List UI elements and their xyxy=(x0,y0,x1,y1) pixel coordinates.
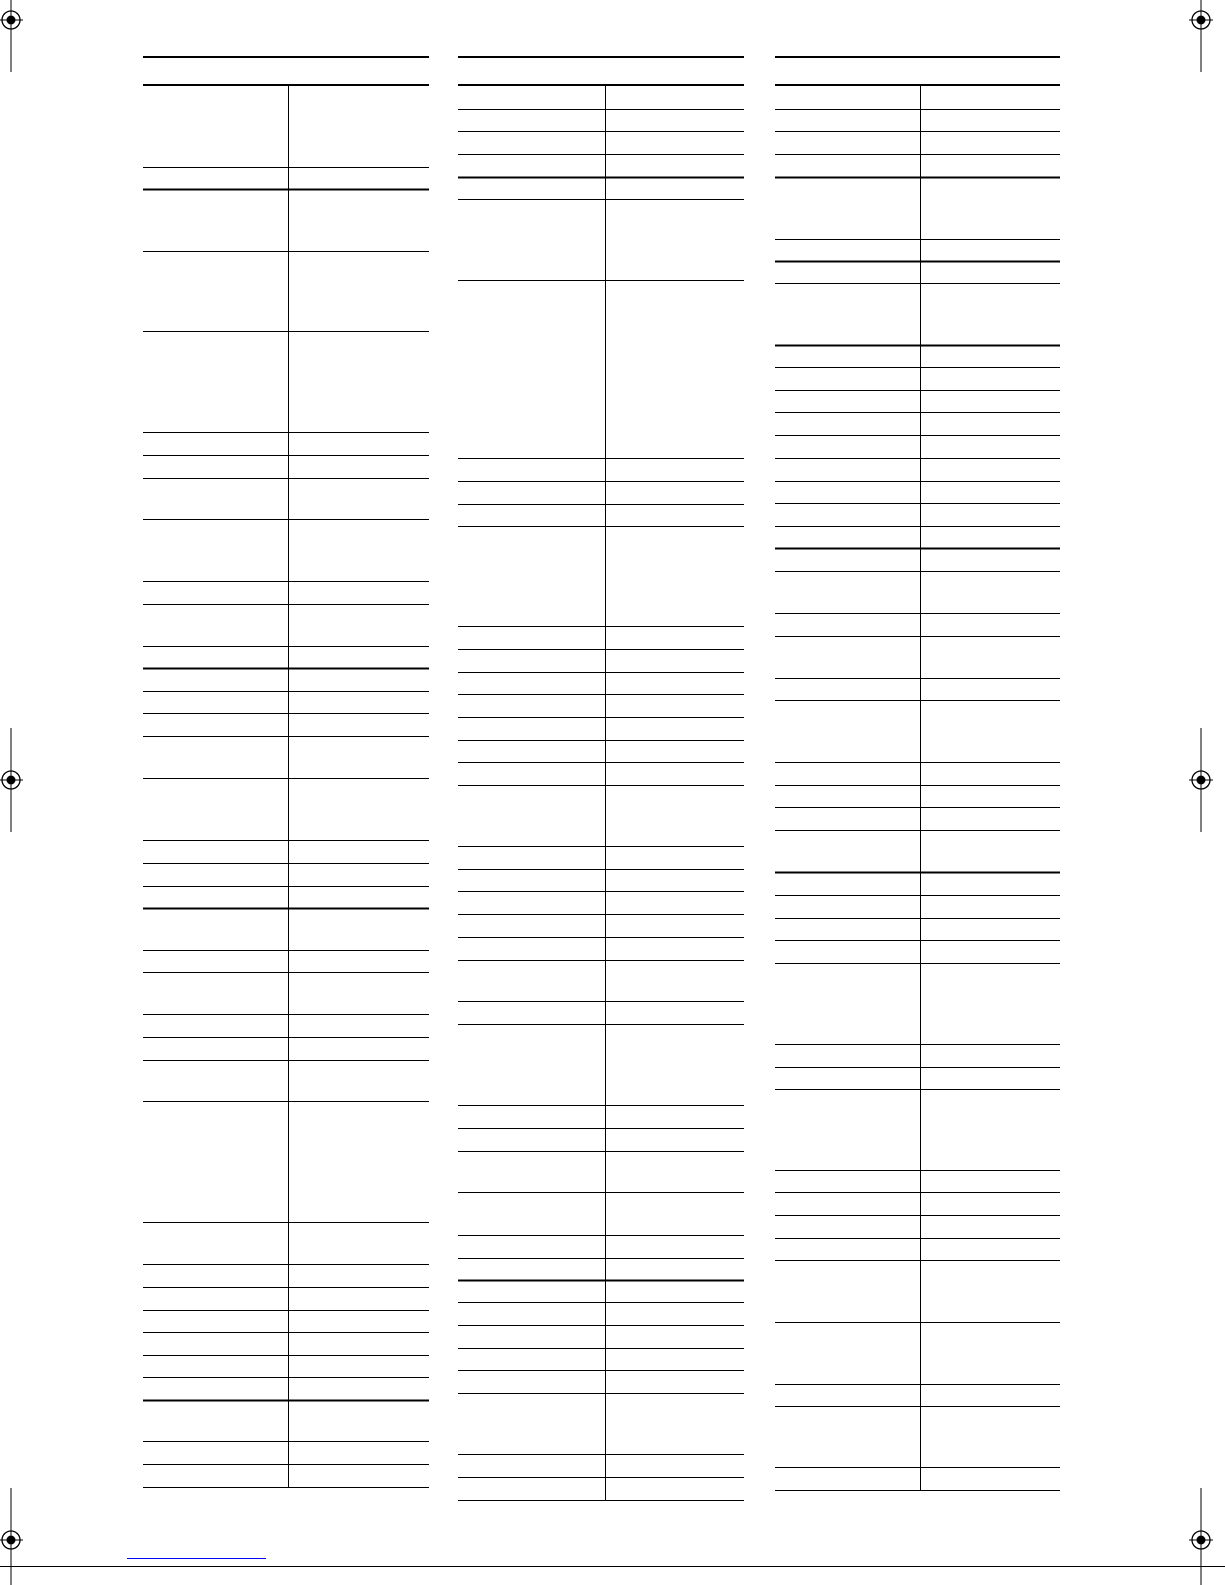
middle-left-registration-mark-icon xyxy=(0,728,23,832)
tables-layer xyxy=(143,57,1060,1501)
top-left-registration-mark-icon xyxy=(0,0,23,72)
bottom-left-registration-mark-icon xyxy=(0,1488,23,1585)
top-right-registration-mark-icon xyxy=(1189,0,1213,72)
bottom-right-registration-mark-icon xyxy=(1189,1488,1213,1585)
page-footer xyxy=(0,1559,1225,1567)
middle-right-registration-mark-icon xyxy=(1189,728,1213,832)
column-3-table xyxy=(775,57,1060,1491)
column-2-table xyxy=(458,57,744,1501)
column-1-table xyxy=(143,57,429,1488)
